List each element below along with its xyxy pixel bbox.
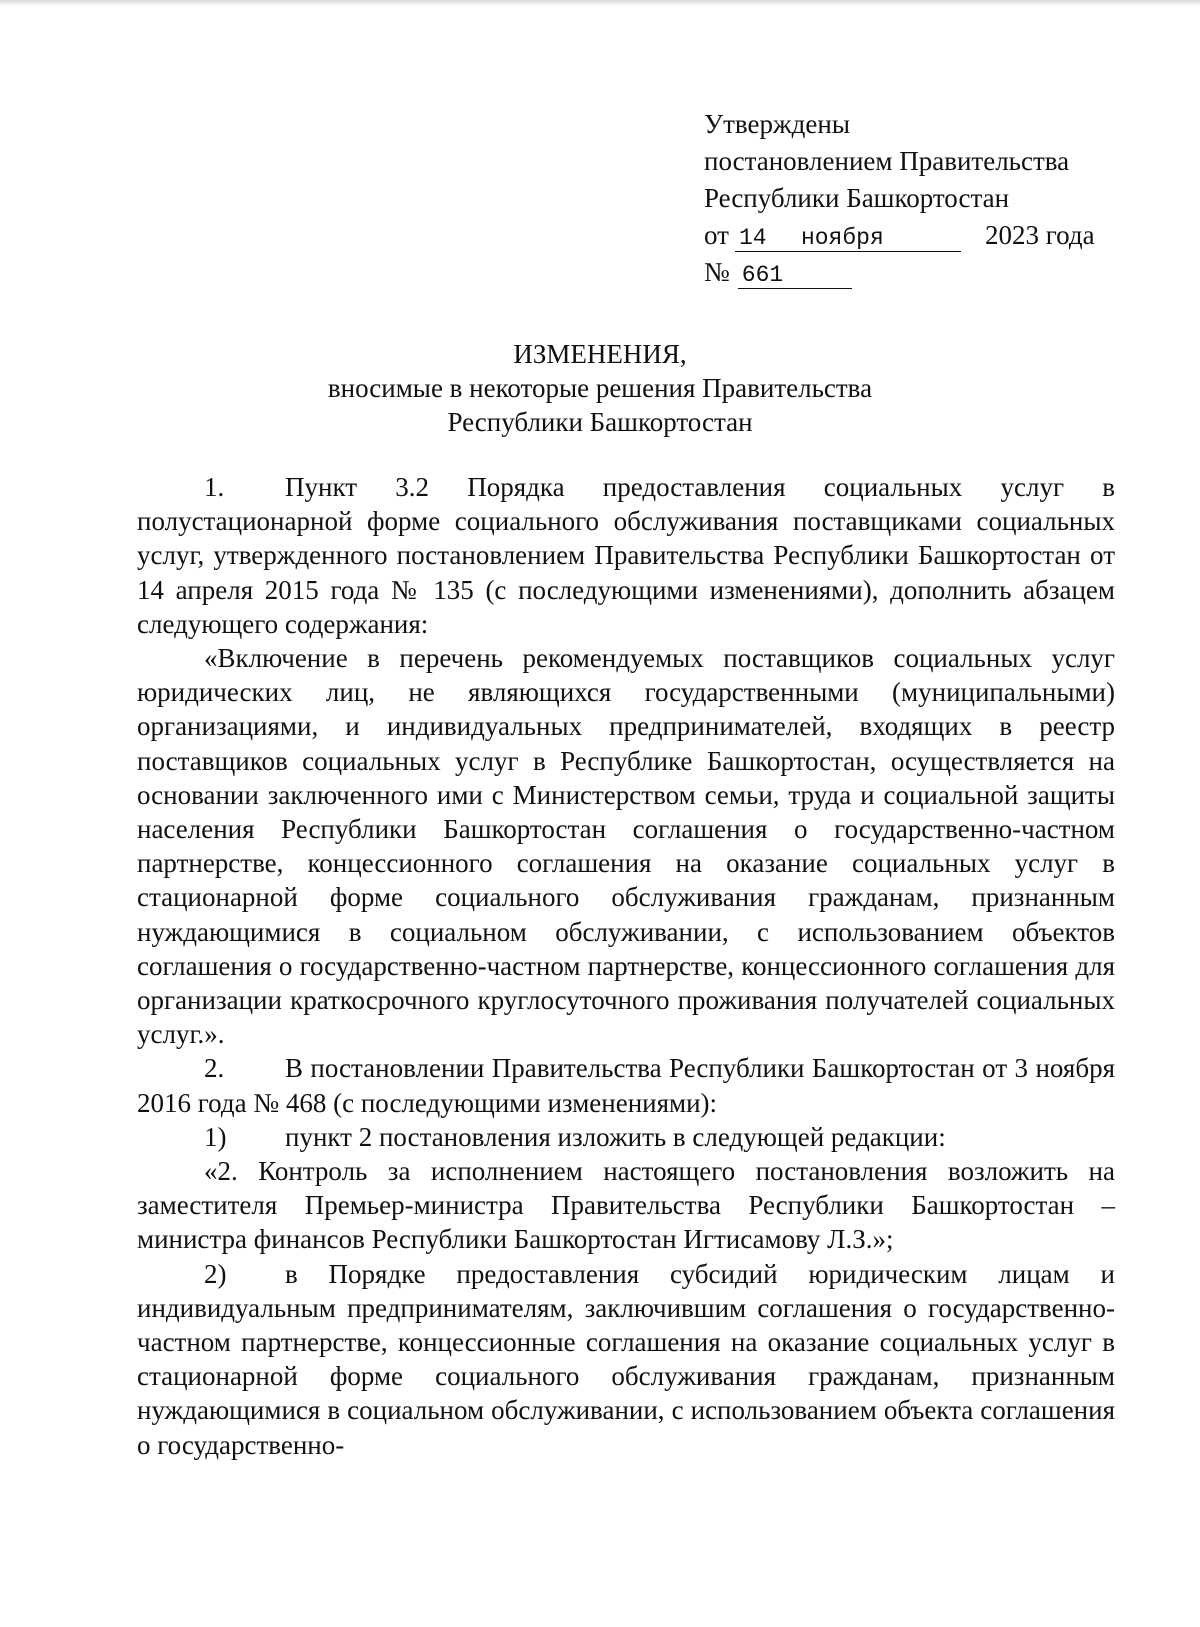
number-prefix: № bbox=[704, 257, 730, 287]
document-subtitle-line-1: вносимые в некоторые решения Правительства bbox=[327, 373, 873, 403]
paragraph-1-number: 1. bbox=[204, 472, 225, 502]
approval-line-2: постановлением Правительства bbox=[704, 146, 1070, 176]
approval-line-1: Утверждены bbox=[704, 109, 850, 139]
paragraph-3-number: 2. bbox=[204, 1053, 225, 1084]
date-prefix: от bbox=[704, 220, 729, 250]
document-subtitle-line-2: Республики Башкортостан bbox=[447, 407, 753, 437]
date-filled-field bbox=[735, 225, 961, 252]
paragraph-1-text: Пункт 3.2 Порядка предоставления социальных услуг в полустационарной форме социального обслуживания поставщиками социальных услуг, утвержденного постановлением Правительства Республики Башкортостан от 14 апреля 2015 года № 135 (с последующими изменениями), дополнить абзацем следующего содержания: bbox=[137, 472, 1115, 639]
document-body bbox=[137, 470, 1115, 1462]
paragraph-4-number: 1) bbox=[204, 1121, 227, 1152]
scan-top-edge bbox=[0, 0, 1200, 6]
paragraph-5: «2. Контроль за исполнением настоящего постановления возложить на заместителя Премьер-министра Правительства Республики Башкортостан – министра финансов Республики Башкортостан Игтисамову Л.З.»; bbox=[137, 1156, 1115, 1255]
paragraph-4-text: пункт 2 постановления изложить в следующей редакции: bbox=[285, 1121, 946, 1152]
paragraph-3-text: В постановлении Правительства Республики Башкортостан от 3 ноября 2016 года № 468 (с последующими изменениями): bbox=[137, 1053, 1115, 1118]
paragraph-4 bbox=[137, 1120, 1115, 1154]
paragraph-6-number: 2) bbox=[204, 1258, 227, 1289]
date-day: 14 bbox=[738, 225, 767, 251]
approval-stamp-block bbox=[704, 106, 1095, 291]
paragraph-6 bbox=[137, 1257, 1115, 1462]
paragraph-2: «Включение в перечень рекомендуемых поставщиков социальных услуг юридических лиц, не являющихся государственными (муниципальными) организациями, и индивидуальных предпринимателей, входящих в реестр поставщиков социальных услуг в Республике Башкортостан, осуществляется на основании заключенного ими с Министерством семьи, труда и социальной защиты населения Республики Башкортостан соглашения о государственно-частном партнерстве, концессионного соглашения на оказание социальных услуг в стационарной форме социального обслуживания гражданам, признанным нуждающимися в социальном обслуживании, с использованием объектов соглашения о государственно-частном партнерстве, концессионного соглашения для организации краткосрочного круглосуточного проживания получателей социальных услуг.». bbox=[137, 643, 1115, 1050]
approval-date-line bbox=[704, 217, 1095, 254]
paragraph-1 bbox=[137, 470, 1115, 641]
date-month: ноября bbox=[800, 225, 884, 251]
date-year: 2023 года bbox=[984, 220, 1095, 250]
paragraph-3 bbox=[137, 1051, 1115, 1119]
paragraph-6-text: в Порядке предоставления субсидий юридическим лицам и индивидуальным предпринимателям, заключившим соглашения о государственно-частном партнерстве, концессионные соглашения на оказание социальных услуг в стационарной форме социального обслуживания гражданам, признанным нуждающимися в социальном обслуживании, с использованием объекта соглашения о государственно- bbox=[137, 1258, 1115, 1460]
document-title: ИЗМЕНЕНИЯ, bbox=[513, 339, 687, 369]
approval-line-3: Республики Башкортостан bbox=[704, 183, 1010, 213]
document-number: 661 bbox=[738, 262, 852, 289]
approval-number-line bbox=[704, 254, 1095, 291]
